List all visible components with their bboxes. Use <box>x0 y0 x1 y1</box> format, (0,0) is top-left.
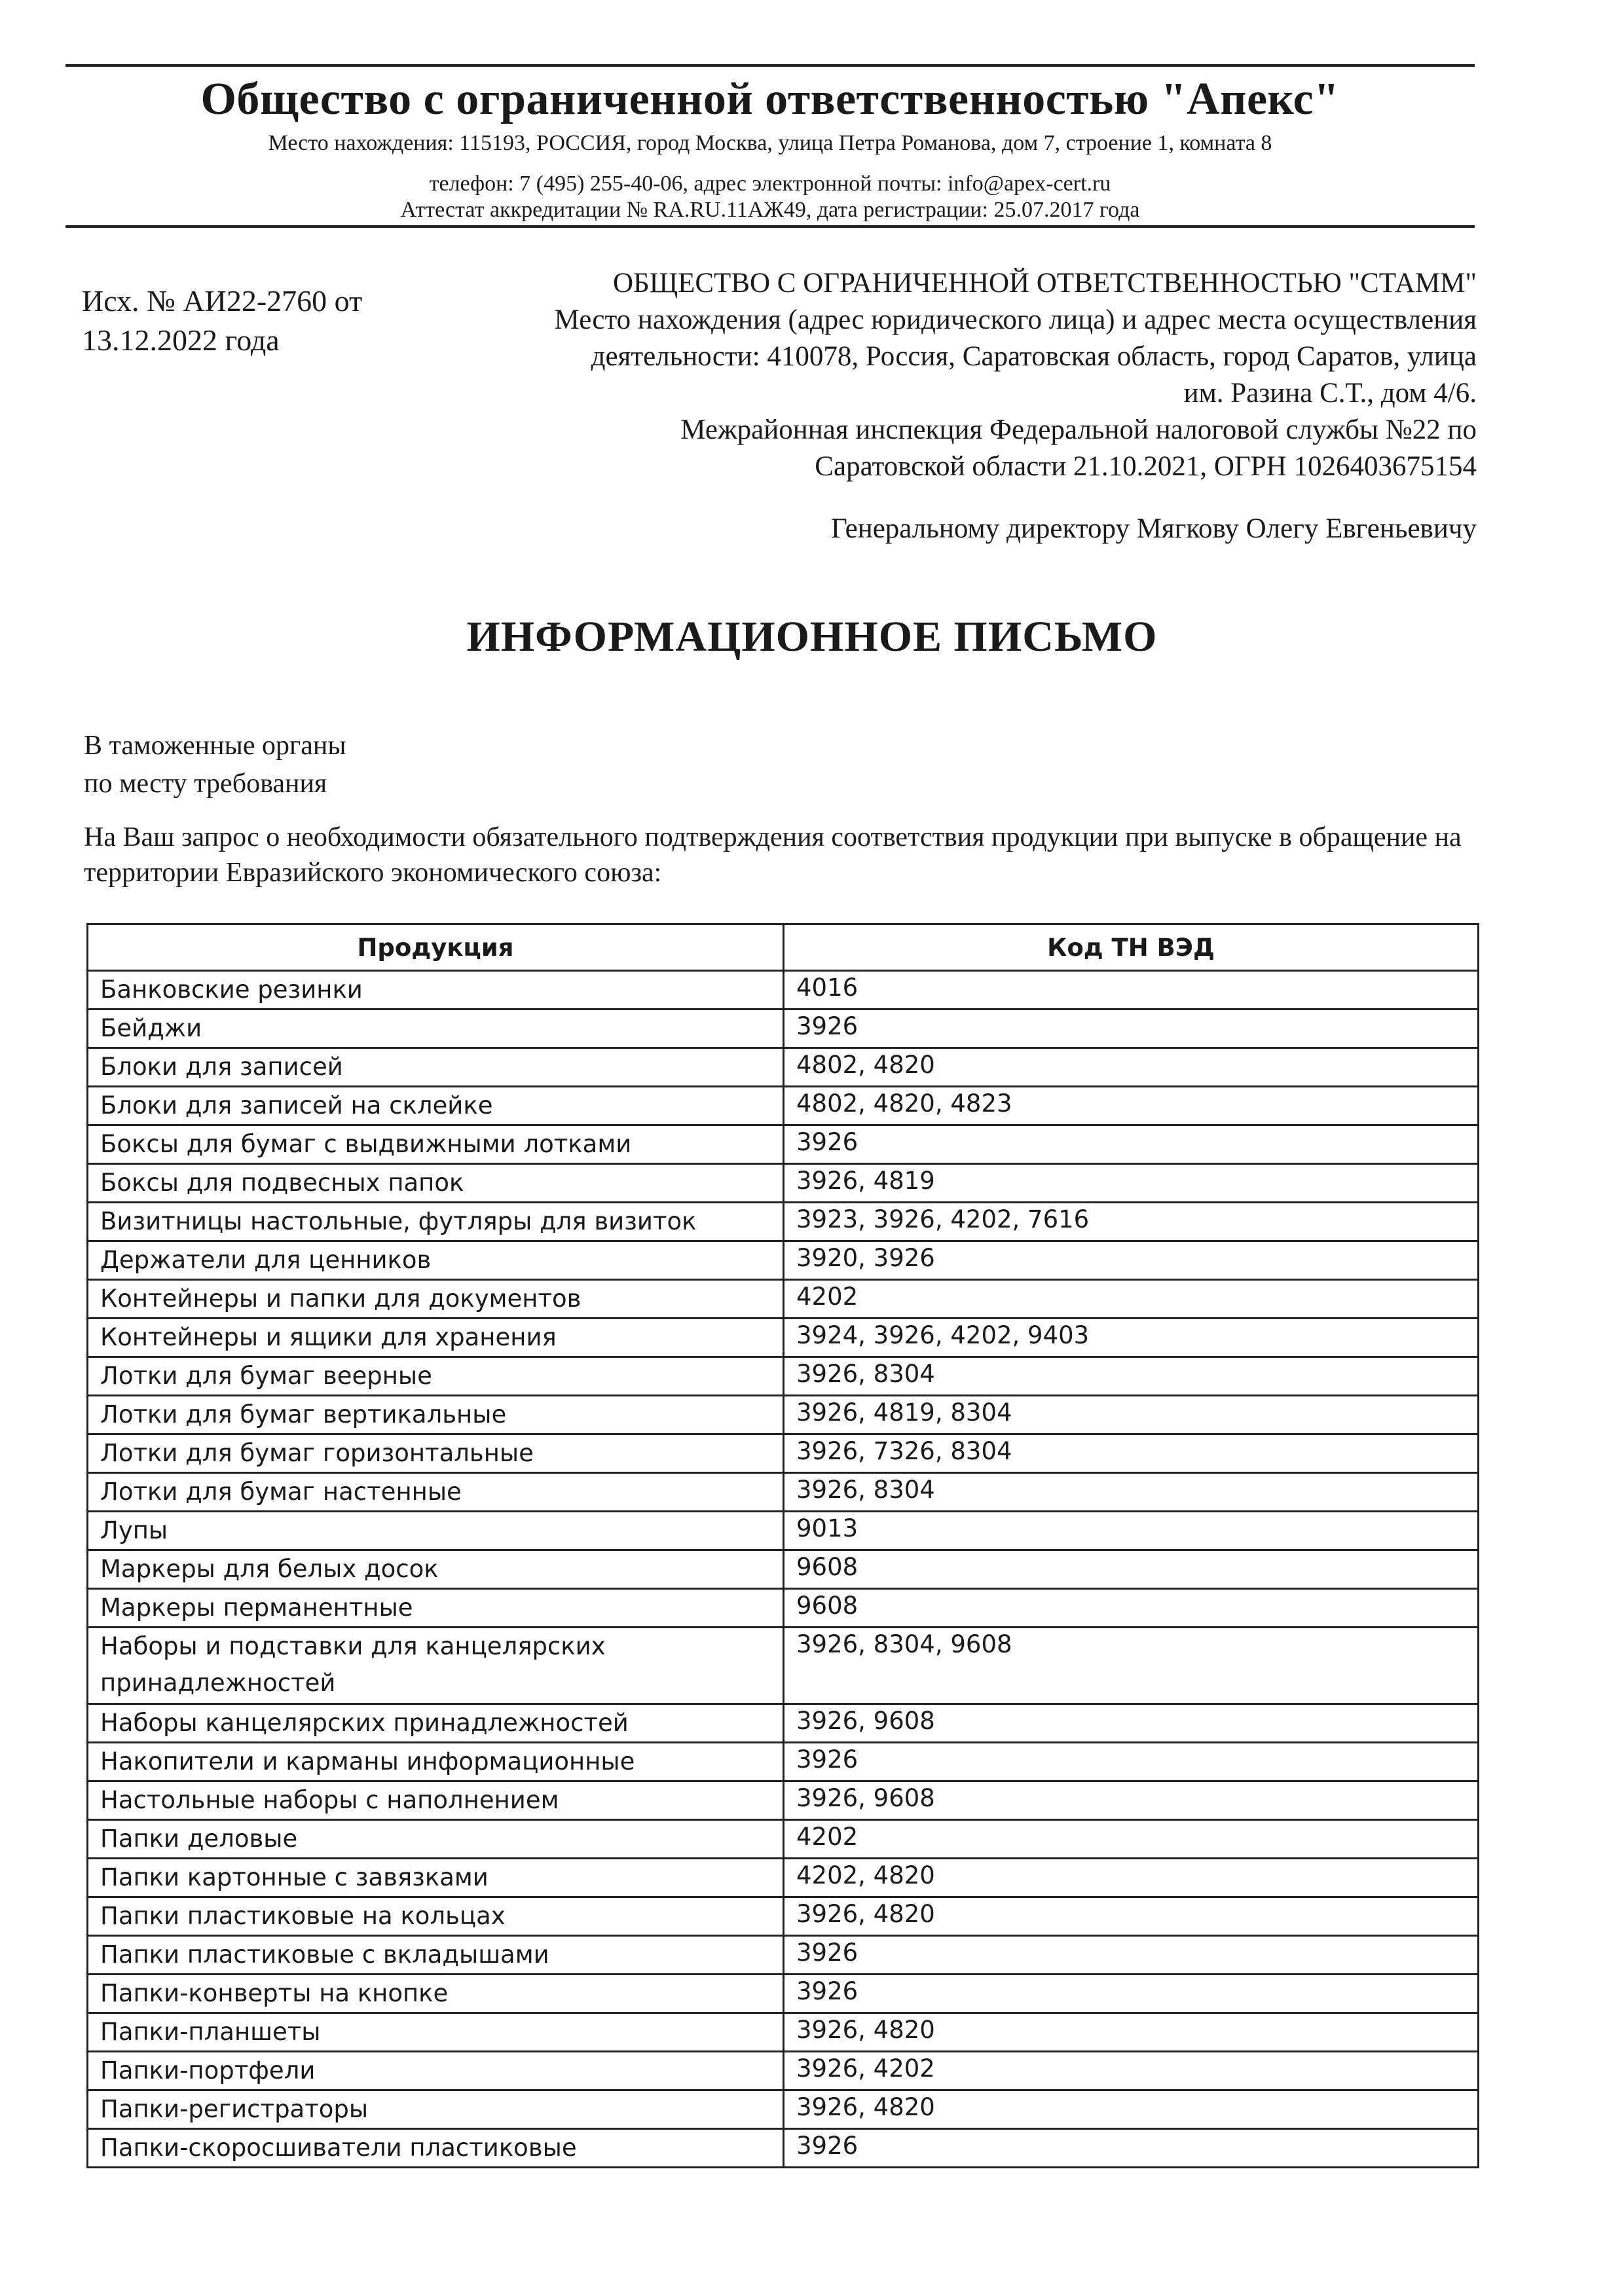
product-cell: Папки пластиковые на кольцах <box>88 1897 784 1936</box>
product-cell: Блоки для записей <box>88 1048 784 1087</box>
table-row <box>88 1164 1479 1203</box>
product-cell: Маркеры перманентные <box>88 1589 784 1628</box>
customs-line: по месту требования <box>84 769 327 799</box>
table-row <box>88 2052 1479 2090</box>
code-cell: 3926, 4819 <box>784 1164 1479 1203</box>
customs-block <box>84 727 346 803</box>
product-cell: Контейнеры и папки для документов <box>88 1280 784 1319</box>
addressee-block <box>458 265 1477 485</box>
company-contacts: телефон: 7 (495) 255-40-06, адрес электронной почты: info@apex-cert.ru <box>429 172 1111 196</box>
code-cell: 3926, 4820 <box>784 2013 1479 2052</box>
outgoing-reference <box>82 282 362 360</box>
product-cell: Бейджи <box>88 1010 784 1048</box>
code-cell: 3926 <box>784 1743 1479 1781</box>
table-row <box>88 1781 1479 1820</box>
table-row <box>88 1241 1479 1280</box>
product-cell: Настольные наборы с наполнением <box>88 1781 784 1820</box>
table-row <box>88 1125 1479 1164</box>
header-code: Код ТН ВЭД <box>784 924 1479 971</box>
code-cell: 3926, 7326, 8304 <box>784 1434 1479 1473</box>
product-cell: Папки пластиковые с вкладышами <box>88 1936 784 1975</box>
table-row <box>88 1897 1479 1936</box>
product-cell: Маркеры для белых досок <box>88 1550 784 1589</box>
table-row <box>88 2013 1479 2052</box>
code-cell: 4802, 4820 <box>784 1048 1479 1087</box>
table-row <box>88 1512 1479 1550</box>
addressee-line: Саратовской области 21.10.2021, ОГРН 1026403675154 <box>815 451 1477 482</box>
product-cell: Лотки для бумаг настенные <box>88 1473 784 1512</box>
addressee-line: деятельности: 410078, Россия, Саратовская область, город Саратов, улица <box>591 341 1477 372</box>
code-cell: 3926, 8304, 9608 <box>784 1628 1479 1704</box>
letterhead-top-rule <box>65 64 1475 67</box>
code-cell: 3920, 3926 <box>784 1241 1479 1280</box>
table-row <box>88 1087 1479 1125</box>
table-row <box>88 1319 1479 1357</box>
table-row <box>88 1743 1479 1781</box>
product-cell: Наборы и подставки для канцелярских принадлежностей <box>88 1628 784 1704</box>
table-row <box>88 1820 1479 1859</box>
products-table <box>86 923 1479 2168</box>
product-cell: Блоки для записей на склейке <box>88 1087 784 1125</box>
customs-line: В таможенные органы <box>84 731 346 761</box>
table-row <box>88 1010 1479 1048</box>
product-cell: Контейнеры и ящики для хранения <box>88 1319 784 1357</box>
table-row <box>88 2090 1479 2129</box>
product-cell: Лотки для бумаг вертикальные <box>88 1396 784 1434</box>
product-cell: Папки-портфели <box>88 2052 784 2090</box>
table-row <box>88 1704 1479 1743</box>
product-cell: Лотки для бумаг горизонтальные <box>88 1434 784 1473</box>
company-name: Общество с ограниченной ответственностью "Апекс" <box>200 74 1340 124</box>
table-row <box>88 1628 1479 1704</box>
table-row <box>88 1859 1479 1897</box>
product-cell: Папки-регистраторы <box>88 2090 784 2129</box>
product-cell: Папки-скоросшиватели пластиковые <box>88 2129 784 2168</box>
code-cell: 3926, 4820 <box>784 1897 1479 1936</box>
code-cell: 3926 <box>784 1936 1479 1975</box>
code-cell: 4202 <box>784 1280 1479 1319</box>
table-row <box>88 1203 1479 1241</box>
product-cell: Наборы канцелярских принадлежностей <box>88 1704 784 1743</box>
code-cell: 4202, 4820 <box>784 1859 1479 1897</box>
table-row <box>88 1473 1479 1512</box>
addressee-line: Место нахождения (адрес юридического лица) и адрес места осуществления <box>554 304 1477 335</box>
reference-date: 13.12.2022 года <box>82 323 280 357</box>
product-cell: Накопители и карманы информационные <box>88 1743 784 1781</box>
code-cell: 3926 <box>784 2129 1479 2168</box>
code-cell: 9608 <box>784 1550 1479 1589</box>
table-row <box>88 1434 1479 1473</box>
table-row <box>88 1357 1479 1396</box>
code-cell: 3924, 3926, 4202, 9403 <box>784 1319 1479 1357</box>
table-row <box>88 1975 1479 2013</box>
code-cell: 3926, 9608 <box>784 1704 1479 1743</box>
product-cell: Папки-планшеты <box>88 2013 784 2052</box>
product-cell: Банковские резинки <box>88 971 784 1010</box>
table-row <box>88 1396 1479 1434</box>
code-cell: 4802, 4820, 4823 <box>784 1087 1479 1125</box>
company-address: Место нахождения: 115193, РОССИЯ, город Москва, улица Петра Романова, дом 7, строение 1, комната 8 <box>268 131 1272 155</box>
addressee-line: ОБЩЕСТВО С ОГРАНИЧЕННОЙ ОТВЕТСТВЕННОСТЬЮ "СТАММ" <box>612 268 1477 299</box>
product-cell: Держатели для ценников <box>88 1241 784 1280</box>
reference-number: Исх. № АИ22-2760 от <box>82 284 363 318</box>
code-cell: 4202 <box>784 1820 1479 1859</box>
code-cell: 3926 <box>784 1125 1479 1164</box>
document-title: ИНФОРМАЦИОННОЕ ПИСЬМО <box>466 613 1158 661</box>
code-cell: 4016 <box>784 971 1479 1010</box>
table-row <box>88 2129 1479 2168</box>
recipient: Генеральному директору Мягкову Олегу Евгеньевичу <box>831 513 1477 544</box>
addressee-line: им. Разина С.Т., дом 4/6. <box>1183 378 1477 409</box>
code-cell: 3926, 8304 <box>784 1357 1479 1396</box>
product-cell: Папки картонные с завязками <box>88 1859 784 1897</box>
code-cell: 3923, 3926, 4202, 7616 <box>784 1203 1479 1241</box>
code-cell: 9608 <box>784 1589 1479 1628</box>
product-cell: Боксы для подвесных папок <box>88 1164 784 1203</box>
table-header-row <box>88 924 1479 971</box>
product-cell: Лотки для бумаг веерные <box>88 1357 784 1396</box>
product-cell: Визитницы настольные, футляры для визиток <box>88 1203 784 1241</box>
product-cell: Папки деловые <box>88 1820 784 1859</box>
table-row <box>88 1589 1479 1628</box>
product-cell: Лупы <box>88 1512 784 1550</box>
product-cell: Папки-конверты на кнопке <box>88 1975 784 2013</box>
code-cell: 3926, 8304 <box>784 1473 1479 1512</box>
code-cell: 3926, 4820 <box>784 2090 1479 2129</box>
code-cell: 3926 <box>784 1975 1479 2013</box>
table-row <box>88 1936 1479 1975</box>
table-row <box>88 971 1479 1010</box>
header-product: Продукция <box>88 924 784 971</box>
code-cell: 3926 <box>784 1010 1479 1048</box>
addressee-line: Межрайонная инспекция Федеральной налоговой службы №22 по <box>680 414 1477 445</box>
intro-paragraph: На Ваш запрос о необходимости обязательного подтверждения соответствия продукции при выпуске в обращение на территории Евразийского экономического союза: <box>84 822 1462 888</box>
table-row <box>88 1550 1479 1589</box>
code-cell: 3926, 9608 <box>784 1781 1479 1820</box>
letterhead-bottom-rule <box>65 225 1475 228</box>
code-cell: 9013 <box>784 1512 1479 1550</box>
table-row <box>88 1280 1479 1319</box>
company-accreditation: Аттестат аккредитации № RA.RU.11АЖ49, дата регистрации: 25.07.2017 года <box>400 198 1140 222</box>
code-cell: 3926, 4202 <box>784 2052 1479 2090</box>
product-cell: Боксы для бумаг с выдвижными лотками <box>88 1125 784 1164</box>
table-row <box>88 1048 1479 1087</box>
code-cell: 3926, 4819, 8304 <box>784 1396 1479 1434</box>
